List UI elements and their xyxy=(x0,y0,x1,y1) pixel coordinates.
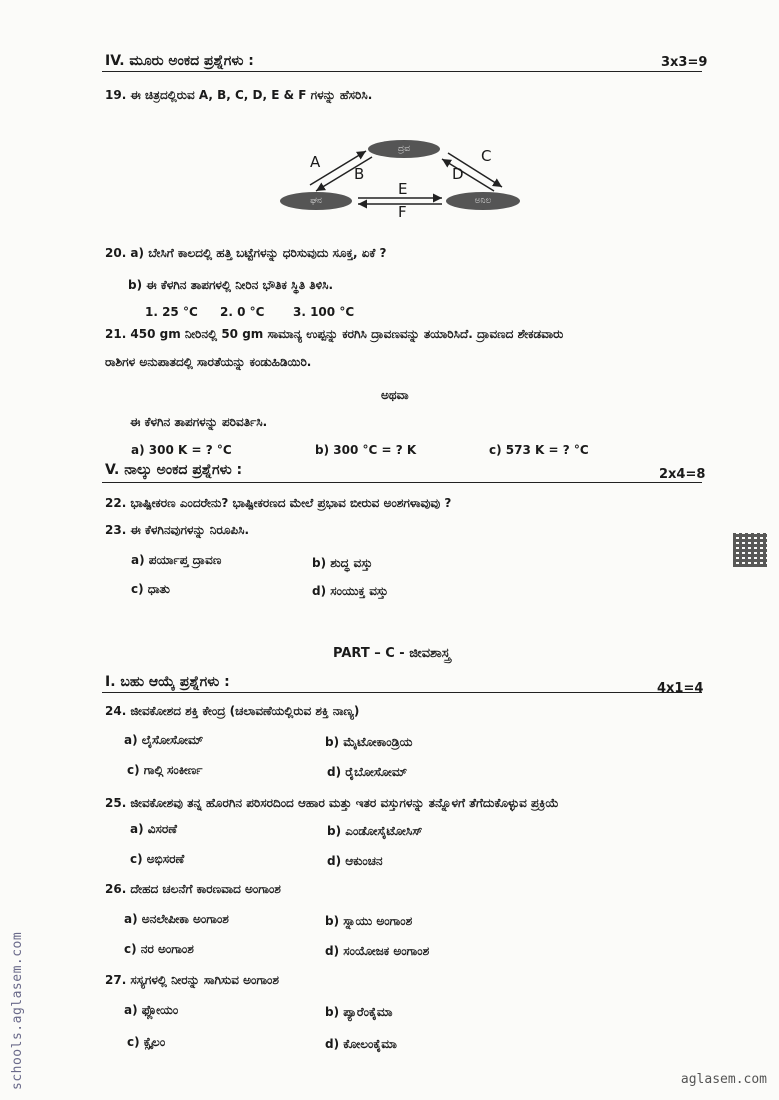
q25-option-b: b) ಎಂಡೋಸೈಟೋಸಿಸ್ xyxy=(327,824,423,838)
or-label: ಅಥವಾ xyxy=(381,388,409,402)
section-i-title: I. ಬಹು ಆಯ್ಕೆ ಪ್ರಶ್ನೆಗಳು : xyxy=(105,674,230,690)
label-a: A xyxy=(310,153,321,171)
node-solid: ಘನ xyxy=(280,192,352,210)
q27-option-d: d) ಕೋಲಂಕೈಮಾ xyxy=(325,1037,397,1051)
q23-option-b: b) ಶುದ್ಧ ವಸ್ತು xyxy=(312,556,373,570)
label-c: C xyxy=(481,147,492,165)
q26-option-b: b) ಸ್ನಾಯು ಅಂಗಾಂಶ xyxy=(325,914,413,928)
question-21-line2: ರಾಶಿಗಳ ಅನುಪಾತದಲ್ಲಿ ಸಾರತೆಯನ್ನು ಕಂಡುಹಿಡಿಯಿರಿ. xyxy=(105,355,312,369)
question-21-alt: ಈ ಕೆಳಗಿನ ತಾಪಗಳನ್ನು ಪರಿವರ್ತಿಸಿ. xyxy=(130,415,268,429)
node-gas: ಅನಿಲ xyxy=(446,192,520,210)
q20-option-3: 3. 100 °C xyxy=(293,305,355,319)
node-liquid: ದ್ರವ xyxy=(368,140,440,158)
q26-option-a: a) ಅನಲೇಪೀಕಾ ಅಂಗಾಂಶ xyxy=(124,912,229,926)
question-24: 24. ಜೀವಕೋಶದ ಶಕ್ತಿ ಕೇಂದ್ರ (ಚಲಾವಣೆಯಲ್ಲಿರುವ ಶಕ್ತಿ ನಾಣ್ಯ) xyxy=(105,704,360,718)
section-iv-title: IV. ಮೂರು ಅಂಕದ ಪ್ರಶ್ನೆಗಳು : xyxy=(105,53,254,69)
section-i-marks: 4x1=4 xyxy=(657,681,704,696)
section-v-marks: 2x4=8 xyxy=(659,467,706,482)
q24-option-d: d) ರೈಬೋಸೋಮ್ xyxy=(327,765,408,779)
q26-option-d: d) ಸಂಯೋಜಕ ಅಂಗಾಂಶ xyxy=(325,944,430,958)
q20-option-2: 2. 0 °C xyxy=(220,305,265,319)
q25-option-a: a) ವಿಸರಣೆ xyxy=(130,822,177,836)
part-c-title: PART – C - ಜೀವಶಾಸ್ತ್ರ xyxy=(333,646,451,661)
question-25: 25. ಜೀವಕೋಶವು ತನ್ನ ಹೊರಗಿನ ಪರಿಸರದಿಂದ ಆಹಾರ ಮತ್ತು ಇತರ ವಸ್ತುಗಳನ್ನು ತನ್ನೊಳಗೆ ತೆಗೆದುಕೊಳ್ಳುವ ಪ್ರಕ್ರಿಯೆ xyxy=(105,796,559,810)
q24-option-b: b) ಮೈಟೋಕಾಂಡ್ರಿಯ xyxy=(325,735,413,749)
q23-option-c: c) ಧಾತು xyxy=(131,582,170,596)
q20-option-1: 1. 25 °C xyxy=(145,305,198,319)
q23-option-d: d) ಸಂಯುಕ್ತ ವಸ್ತು xyxy=(312,584,389,598)
question-23: 23. ಈ ಕೆಳಗಿನವುಗಳನ್ನು ನಿರೂಪಿಸಿ. xyxy=(105,523,250,537)
question-20a: 20. a) ಬೇಸಿಗೆ ಕಾಲದಲ್ಲಿ ಹತ್ತಿ ಬಟ್ಟೆಗಳನ್ನು ಧರಿಸುವುದು ಸೂಕ್ತ, ಏಕೆ ? xyxy=(105,246,387,260)
watermark-left: schools.aglasem.com xyxy=(10,931,25,1090)
q21-option-b: b) 300 °C = ? K xyxy=(315,443,417,457)
section-divider xyxy=(102,482,702,483)
states-of-matter-diagram xyxy=(280,135,520,225)
question-21-line1: 21. 450 gm ನೀರಿನಲ್ಲಿ 50 gm ಸಾಮಾನ್ಯ ಉಪ್ಪನ್ನು ಕರಗಿಸಿ ದ್ರಾವಣವನ್ನು ತಯಾರಿಸಿದೆ. ದ್ರಾವಣದ ಶೇಕಡವಾರು xyxy=(105,327,564,341)
q27-option-a: a) ಫ್ಲೋಯಂ xyxy=(124,1003,179,1017)
section-iv-marks: 3x3=9 xyxy=(661,55,708,70)
label-f: F xyxy=(398,203,407,221)
section-divider xyxy=(102,71,702,72)
q25-option-d: d) ಆಕುಂಚನ xyxy=(327,854,383,868)
qr-code xyxy=(733,533,767,567)
q21-option-c: c) 573 K = ? °C xyxy=(489,443,589,457)
question-22: 22. ಭಾಷ್ಪೀಕರಣ ಎಂದರೇನು? ಭಾಷ್ಪೀಕರಣದ ಮೇಲೆ ಪ್ರಭಾವ ಬೀರುವ ಅಂಶಗಳಾವುವು ? xyxy=(105,496,452,510)
q24-option-a: a) ಲೈಸೋಸೋಮ್ xyxy=(124,733,204,747)
question-20b: b) ಈ ಕೆಳಗಿನ ತಾಪಗಳಲ್ಲಿ ನೀರಿನ ಭೌತಿಕ ಸ್ಥಿತಿ ತಿಳಿಸಿ. xyxy=(128,278,334,292)
section-v-title: V. ನಾಲ್ಕು ಅಂಕದ ಪ್ರಶ್ನೆಗಳು : xyxy=(105,462,243,478)
question-19: 19. ಈ ಚಿತ್ರದಲ್ಲಿರುವ A, B, C, D, E & F ಗಳನ್ನು ಹೆಸರಿಸಿ. xyxy=(105,88,373,102)
q26-option-c: c) ನರ ಅಂಗಾಂಶ xyxy=(124,942,194,956)
q25-option-c: c) ಅಭಿಸರಣೆ xyxy=(130,852,185,866)
q23-option-a: a) ಪರ್ಯಾಪ್ತ ದ್ರಾವಣ xyxy=(131,553,222,567)
q27-option-c: c) ಕ್ಸೈಲಂ xyxy=(127,1035,166,1049)
q24-option-c: c) ಗಾಲ್ಗಿ ಸಂಕೀರ್ಣ xyxy=(127,763,203,777)
q21-option-a: a) 300 K = ? °C xyxy=(131,443,232,457)
question-26: 26. ದೇಹದ ಚಲನೆಗೆ ಕಾರಣವಾದ ಅಂಗಾಂಶ xyxy=(105,882,281,896)
section-divider xyxy=(102,692,702,693)
question-27: 27. ಸಸ್ಯಗಳಲ್ಲಿ ನೀರನ್ನು ಸಾಗಿಸುವ ಅಂಗಾಂಶ xyxy=(105,973,279,987)
label-b: B xyxy=(354,165,365,183)
watermark-right: aglasem.com xyxy=(680,1072,767,1087)
q27-option-b: b) ಪ್ಯಾರೆಂಕೈಮಾ xyxy=(325,1005,393,1019)
label-e: E xyxy=(398,180,408,198)
label-d: D xyxy=(452,165,464,183)
